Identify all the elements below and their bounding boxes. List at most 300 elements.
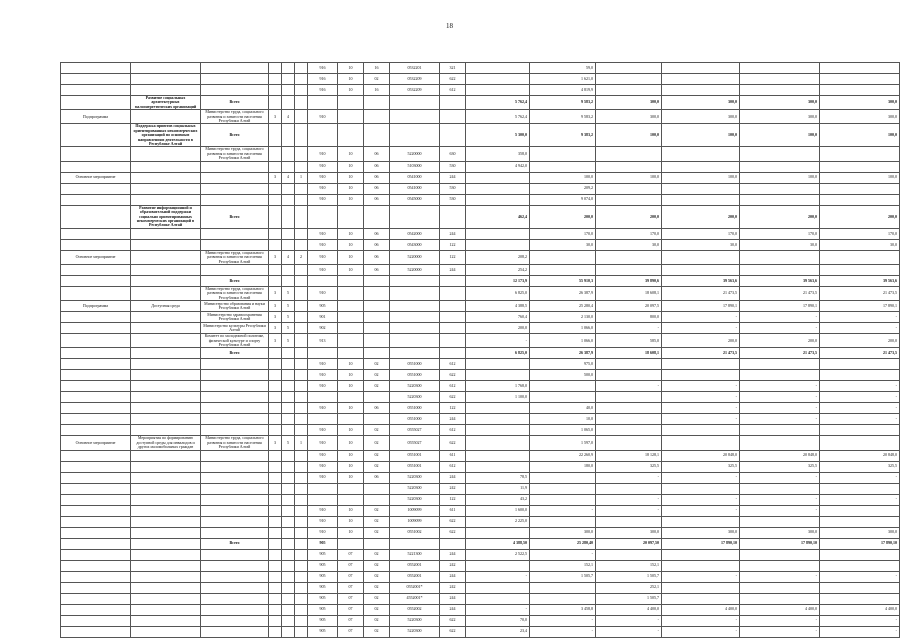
cell-y2017	[740, 560, 820, 571]
cell-y2017: 21 473,5	[740, 348, 820, 359]
table-row	[61, 275, 900, 286]
cell-name	[131, 323, 201, 334]
cell-y2013	[466, 194, 530, 205]
cell-rz: 07	[338, 604, 364, 615]
cell-y2013	[466, 593, 530, 604]
cell-subprog	[282, 124, 295, 147]
cell-subprog	[282, 425, 295, 436]
cell-rz: 10	[338, 63, 364, 74]
cell-y2014	[530, 494, 596, 505]
cell-prog	[269, 392, 282, 403]
cell-y2015	[596, 63, 662, 74]
cell-prog	[269, 538, 282, 549]
cell-executor: Министерство культуры Республики Алтай	[201, 323, 269, 334]
cell-vr: 244	[440, 571, 466, 582]
cell-y2016: -	[662, 312, 740, 323]
cell-event	[295, 604, 308, 615]
cell-csr: 0551000	[390, 370, 440, 381]
cell-y2017	[740, 483, 820, 494]
cell-csr: 1009099	[390, 516, 440, 527]
cell-event	[295, 275, 308, 286]
cell-type	[61, 626, 131, 637]
cell-prog	[269, 461, 282, 472]
cell-rz: 10	[338, 183, 364, 194]
cell-y2017: 39 563,6	[740, 275, 820, 286]
cell-event	[295, 96, 308, 110]
cell-rz	[338, 414, 364, 425]
cell-y2014: 1 505,7	[530, 571, 596, 582]
cell-y2017	[740, 161, 820, 172]
cell-y2015: 18 608,1	[596, 286, 662, 300]
cell-vr: 612	[440, 425, 466, 436]
cell-y2017	[740, 593, 820, 604]
cell-y2017: 17 890,1	[740, 301, 820, 312]
cell-executor	[201, 516, 269, 527]
cell-type	[61, 239, 131, 250]
cell-y2017: -	[740, 626, 820, 637]
cell-event	[295, 228, 308, 239]
cell-y2014: 100,0	[530, 172, 596, 183]
cell-subprog	[282, 392, 295, 403]
cell-event	[295, 85, 308, 96]
cell-y2015: 18 608,1	[596, 348, 662, 359]
table-row	[61, 505, 900, 516]
table-row	[61, 461, 900, 472]
cell-csr: 0541000	[390, 172, 440, 183]
cell-type	[61, 228, 131, 239]
cell-vr: 622	[440, 626, 466, 637]
cell-csr: 5220300	[390, 472, 440, 483]
cell-subprog: 5	[282, 286, 295, 300]
cell-event	[295, 414, 308, 425]
cell-subprog	[282, 239, 295, 250]
cell-prog	[269, 183, 282, 194]
cell-y2017: -	[740, 472, 820, 483]
cell-y2013	[466, 461, 530, 472]
cell-type	[61, 461, 131, 472]
cell-prog	[269, 239, 282, 250]
cell-grbs: 905	[308, 571, 338, 582]
table-row	[61, 392, 900, 403]
cell-pr: 16	[364, 63, 390, 74]
table-row	[61, 626, 900, 637]
cell-y2016: 30,0	[662, 239, 740, 250]
cell-executor: Министерство труда, социального развития и занятости населения Республики Алтай	[201, 147, 269, 161]
cell-grbs: 910	[308, 228, 338, 239]
table-row	[61, 436, 900, 450]
cell-y2016	[662, 593, 740, 604]
cell-rz	[338, 323, 364, 334]
cell-name	[131, 516, 201, 527]
cell-event	[295, 334, 308, 348]
cell-pr	[364, 392, 390, 403]
cell-y2014: 200,0	[530, 205, 596, 228]
cell-y2015	[596, 436, 662, 450]
cell-y2016: -	[662, 472, 740, 483]
cell-rz: 07	[338, 560, 364, 571]
cell-vr: 622	[440, 615, 466, 626]
cell-executor	[201, 560, 269, 571]
cell-subprog	[282, 505, 295, 516]
cell-y2014: 25 280,40	[530, 538, 596, 549]
cell-y2015: 300,0	[596, 110, 662, 124]
cell-y2014	[530, 264, 596, 275]
cell-prog	[269, 124, 282, 147]
cell-pr: 06	[364, 161, 390, 172]
cell-name	[131, 571, 201, 582]
cell-y2016	[662, 250, 740, 264]
cell-prog	[269, 264, 282, 275]
cell-y2016	[662, 264, 740, 275]
cell-y2014	[530, 582, 596, 593]
cell-prog: 3	[269, 110, 282, 124]
table-row	[61, 161, 900, 172]
cell-csr: 5220300	[390, 494, 440, 505]
cell-rz: 10	[338, 403, 364, 414]
cell-pr: 02	[364, 582, 390, 593]
cell-y2018	[820, 483, 900, 494]
cell-rz	[338, 483, 364, 494]
cell-name	[131, 560, 201, 571]
cell-rz	[338, 275, 364, 286]
cell-y2017: 300,0	[740, 96, 820, 110]
cell-prog	[269, 527, 282, 538]
cell-y2014: 9 583,2	[530, 96, 596, 110]
cell-y2016: 39 563,6	[662, 275, 740, 286]
cell-grbs: 910	[308, 183, 338, 194]
cell-y2014: 152,1	[530, 560, 596, 571]
cell-y2013	[466, 228, 530, 239]
cell-type	[61, 582, 131, 593]
cell-rz: 10	[338, 425, 364, 436]
cell-prog	[269, 74, 282, 85]
table-row	[61, 124, 900, 147]
table-row	[61, 286, 900, 300]
cell-y2015: 325,5	[596, 461, 662, 472]
cell-rz: 10	[338, 516, 364, 527]
cell-prog	[269, 63, 282, 74]
cell-name	[131, 172, 201, 183]
cell-vr	[440, 275, 466, 286]
cell-rz	[338, 348, 364, 359]
cell-y2016	[662, 161, 740, 172]
cell-rz: 10	[338, 505, 364, 516]
cell-y2013	[466, 63, 530, 74]
cell-vr	[440, 110, 466, 124]
cell-pr: 06	[364, 172, 390, 183]
table-row	[61, 323, 900, 334]
cell-csr	[390, 348, 440, 359]
cell-csr	[390, 538, 440, 549]
cell-name	[131, 110, 201, 124]
cell-y2014: 10,0	[530, 414, 596, 425]
cell-grbs: 910	[308, 505, 338, 516]
cell-y2017: 325,5	[740, 461, 820, 472]
cell-y2018	[820, 436, 900, 450]
cell-y2013: 4 388,5	[466, 301, 530, 312]
cell-type	[61, 403, 131, 414]
cell-vr	[440, 124, 466, 147]
cell-prog	[269, 582, 282, 593]
cell-event	[295, 505, 308, 516]
cell-y2018	[820, 147, 900, 161]
cell-executor	[201, 381, 269, 392]
cell-y2013	[466, 560, 530, 571]
cell-y2017: -	[740, 312, 820, 323]
cell-prog	[269, 96, 282, 110]
cell-name	[131, 275, 201, 286]
cell-y2016: -	[662, 381, 740, 392]
cell-vr: 122	[440, 239, 466, 250]
cell-name	[131, 425, 201, 436]
page-number: 18	[446, 22, 453, 30]
cell-y2014: 26 387,9	[530, 348, 596, 359]
cell-pr: 06	[364, 239, 390, 250]
cell-executor	[201, 483, 269, 494]
cell-subprog	[282, 264, 295, 275]
table-row	[61, 183, 900, 194]
table-row	[61, 250, 900, 264]
cell-type	[61, 147, 131, 161]
cell-type	[61, 392, 131, 403]
cell-vr: 242	[440, 560, 466, 571]
cell-y2018: 200,0	[820, 334, 900, 348]
cell-y2016: 17 890,1	[662, 301, 740, 312]
cell-event	[295, 381, 308, 392]
cell-event	[295, 301, 308, 312]
cell-vr: 244	[440, 549, 466, 560]
cell-y2015	[596, 183, 662, 194]
cell-y2018: 4 400,0	[820, 604, 900, 615]
cell-type	[61, 194, 131, 205]
cell-executor: Всего	[201, 205, 269, 228]
cell-vr: 244	[440, 472, 466, 483]
cell-executor: Комитет по молодежной политике, физической культуре и спорту Республики Алтай	[201, 334, 269, 348]
cell-type	[61, 359, 131, 370]
cell-vr	[440, 323, 466, 334]
cell-executor: Всего	[201, 124, 269, 147]
cell-executor	[201, 74, 269, 85]
table-row	[61, 472, 900, 483]
cell-pr: 02	[364, 615, 390, 626]
cell-executor	[201, 359, 269, 370]
cell-y2017: 4 400,0	[740, 604, 820, 615]
cell-y2017	[740, 582, 820, 593]
cell-type	[61, 604, 131, 615]
cell-grbs	[308, 275, 338, 286]
cell-csr: 0552001	[390, 571, 440, 582]
cell-event	[295, 74, 308, 85]
cell-executor	[201, 403, 269, 414]
cell-y2018: -	[820, 571, 900, 582]
cell-pr: 02	[364, 74, 390, 85]
cell-y2015: 1 505,7	[596, 571, 662, 582]
cell-y2014: 30,0	[530, 239, 596, 250]
cell-y2016: 200,0	[662, 334, 740, 348]
cell-y2017: -	[740, 505, 820, 516]
cell-event	[295, 571, 308, 582]
cell-y2017: -	[740, 615, 820, 626]
cell-y2016: -	[662, 626, 740, 637]
cell-pr	[364, 110, 390, 124]
cell-type	[61, 348, 131, 359]
cell-y2014	[530, 392, 596, 403]
cell-y2018: 170,0	[820, 228, 900, 239]
cell-name	[131, 85, 201, 96]
cell-type	[61, 63, 131, 74]
cell-prog	[269, 516, 282, 527]
cell-vr: 530	[440, 194, 466, 205]
cell-y2014: 26 387,9	[530, 286, 596, 300]
cell-executor: Всего	[201, 96, 269, 110]
cell-y2015	[596, 392, 662, 403]
cell-csr: 0532209	[390, 74, 440, 85]
cell-subprog	[282, 183, 295, 194]
cell-y2017	[740, 250, 820, 264]
cell-csr	[390, 286, 440, 300]
cell-subprog	[282, 348, 295, 359]
cell-vr: 611	[440, 505, 466, 516]
cell-type	[61, 593, 131, 604]
cell-prog	[269, 85, 282, 96]
cell-subprog	[282, 96, 295, 110]
cell-pr: 02	[364, 505, 390, 516]
cell-pr: 06	[364, 147, 390, 161]
cell-grbs: 910	[308, 527, 338, 538]
cell-event	[295, 239, 308, 250]
cell-rz: 10	[338, 239, 364, 250]
cell-grbs: 910	[308, 194, 338, 205]
cell-subprog	[282, 461, 295, 472]
cell-y2018: 20 848,0	[820, 450, 900, 461]
cell-type	[61, 161, 131, 172]
cell-event	[295, 593, 308, 604]
cell-event: 1	[295, 436, 308, 450]
cell-name: Поддержка приютов социальных ориентированных некоммерческих организаций по основным направлениям деятельности в Республике Алтай	[131, 124, 201, 147]
cell-subprog	[282, 571, 295, 582]
cell-y2013: 4 942,0	[466, 161, 530, 172]
cell-pr	[364, 301, 390, 312]
cell-y2016: -	[662, 505, 740, 516]
cell-event	[295, 538, 308, 549]
cell-grbs	[308, 494, 338, 505]
cell-pr: 02	[364, 381, 390, 392]
cell-y2017	[740, 74, 820, 85]
cell-executor	[201, 527, 269, 538]
cell-grbs	[308, 483, 338, 494]
cell-grbs: 910	[308, 239, 338, 250]
cell-prog	[269, 560, 282, 571]
cell-y2013	[466, 239, 530, 250]
cell-y2015: 100,0	[596, 124, 662, 147]
cell-y2014: 25 280,4	[530, 301, 596, 312]
cell-pr	[364, 483, 390, 494]
cell-vr: 244	[440, 228, 466, 239]
cell-type: Основное мероприятие	[61, 172, 131, 183]
cell-pr: 02	[364, 560, 390, 571]
cell-y2013	[466, 527, 530, 538]
cell-y2015: 20 097,5	[596, 301, 662, 312]
cell-y2016: 170,0	[662, 228, 740, 239]
cell-grbs: 905	[308, 560, 338, 571]
cell-subprog: 5	[282, 312, 295, 323]
cell-y2017: 17 890,10	[740, 538, 820, 549]
cell-subprog	[282, 527, 295, 538]
cell-executor: Министерство труда, социального развития и занятости населения Республики Алтай	[201, 436, 269, 450]
cell-y2016	[662, 74, 740, 85]
cell-prog	[269, 370, 282, 381]
cell-grbs	[308, 96, 338, 110]
cell-type	[61, 472, 131, 483]
cell-y2014: 1 065,0	[530, 425, 596, 436]
cell-event	[295, 615, 308, 626]
cell-y2014: 1 066,0	[530, 334, 596, 348]
cell-grbs: 910	[308, 147, 338, 161]
cell-prog	[269, 425, 282, 436]
cell-y2018	[820, 85, 900, 96]
cell-vr: 612	[440, 85, 466, 96]
cell-y2014	[530, 250, 596, 264]
cell-rz: 07	[338, 626, 364, 637]
cell-y2015	[596, 549, 662, 560]
cell-type	[61, 538, 131, 549]
cell-y2014: 22 260,9	[530, 450, 596, 461]
table-row	[61, 85, 900, 96]
cell-type	[61, 505, 131, 516]
cell-y2013	[466, 370, 530, 381]
cell-y2016	[662, 370, 740, 381]
cell-grbs: 910	[308, 110, 338, 124]
cell-y2018: 325,5	[820, 461, 900, 472]
cell-y2016	[662, 63, 740, 74]
cell-pr: 02	[364, 527, 390, 538]
cell-event	[295, 516, 308, 527]
cell-event	[295, 264, 308, 275]
cell-y2014: 1 621,0	[530, 74, 596, 85]
cell-csr: 0551001	[390, 461, 440, 472]
cell-event	[295, 312, 308, 323]
cell-y2014: 209,2	[530, 183, 596, 194]
cell-csr: 4552001*	[390, 593, 440, 604]
cell-y2013: 5 762,4	[466, 110, 530, 124]
cell-type	[61, 425, 131, 436]
cell-y2016: -	[662, 494, 740, 505]
cell-y2015: 200,0	[596, 205, 662, 228]
cell-pr	[364, 124, 390, 147]
cell-y2018: -	[820, 626, 900, 637]
cell-y2013: 5 300,0	[466, 124, 530, 147]
cell-vr: 122	[440, 494, 466, 505]
cell-y2017	[740, 63, 820, 74]
cell-grbs: 910	[308, 516, 338, 527]
cell-prog	[269, 505, 282, 516]
cell-y2018	[820, 560, 900, 571]
cell-executor	[201, 505, 269, 516]
cell-y2016: 100,0	[662, 124, 740, 147]
cell-prog: 3	[269, 436, 282, 450]
cell-csr: 5220000	[390, 264, 440, 275]
cell-csr	[390, 205, 440, 228]
cell-grbs: 910	[308, 461, 338, 472]
cell-y2013: 11,9	[466, 483, 530, 494]
cell-y2014: -	[530, 549, 596, 560]
table-row	[61, 425, 900, 436]
cell-vr: 622	[440, 516, 466, 527]
cell-y2014	[530, 483, 596, 494]
cell-type	[61, 571, 131, 582]
cell-y2014: 1 597,0	[530, 436, 596, 450]
cell-y2015: -	[596, 323, 662, 334]
